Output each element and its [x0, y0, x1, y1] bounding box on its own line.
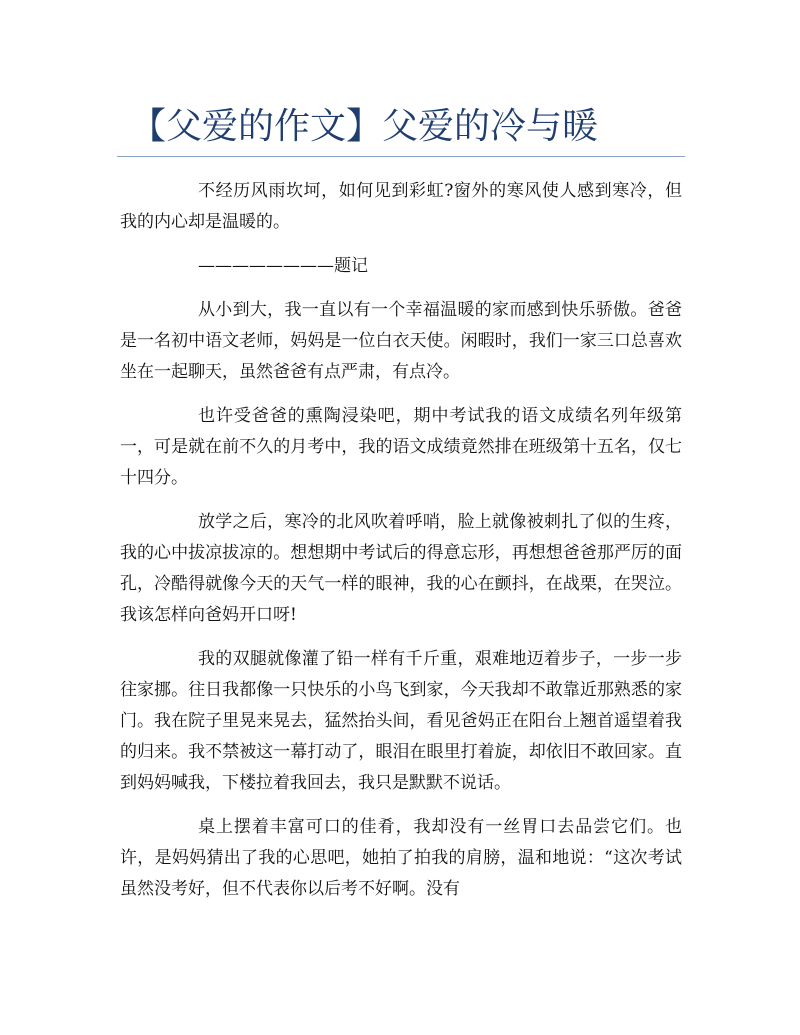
paragraph: 我的双腿就像灌了铅一样有千斤重，艰难地迈着步子，一步一步往家挪。往日我都像一只快乐的小鸟飞到家，今天我却不敢靠近那熟悉的家门。我在院子里晃来晃去，猛然抬头间，看见爸妈正在阳台上翘首遥望着我的归来。我不禁被这一幕打动了，眼泪在眼里打着旋，却依旧不敢回家。直到妈妈喊我，下楼拉着我回去，我只是默默不说话。 [120, 649, 682, 793]
paragraph: 从小到大，我一直以有一个幸福温暖的家而感到快乐骄傲。爸爸是一名初中语文老师，妈妈是一位白衣天使。闲暇时，我们一家三口总喜欢坐在一起聊天，虽然爸爸有点严肃，有点冷。 [120, 300, 682, 382]
document-title: 【父爱的作文】父爱的冷与暖 [130, 106, 599, 147]
paragraph: 也许受爸爸的熏陶浸染吧，期中考试我的语文成绩名列年级第一，可是就在前不久的月考中，我的语文成绩竟然排在班级第十五名，仅七十四分。 [120, 406, 682, 488]
paragraph-intro: 不经历风雨坎坷，如何见到彩虹?窗外的寒风使人感到寒冷，但我的内心却是温暖的。 [120, 181, 682, 232]
title-underline [117, 156, 685, 157]
paragraph: 桌上摆着丰富可口的佳肴，我却没有一丝胃口去品尝它们。也许，是妈妈猜出了我的心思吧，她拍了拍我的肩膀，温和地说：“这次考试虽然没考好，但不代表你以后考不好啊。没有 [120, 817, 682, 899]
paragraph-epigraph-attribution: ————————题记 [198, 256, 368, 276]
paragraph: 放学之后，寒冷的北风吹着呼哨，脸上就像被刺扎了似的生疼，我的心中拔凉拔凉的。想想期中考试后的得意忘形，再想想爸爸那严厉的面孔，冷酷得就像今天的天气一样的眼神，我的心在颤抖，在战栗，在哭泣。我该怎样向爸妈开口呀! [120, 512, 682, 625]
document-body [120, 176, 682, 918]
